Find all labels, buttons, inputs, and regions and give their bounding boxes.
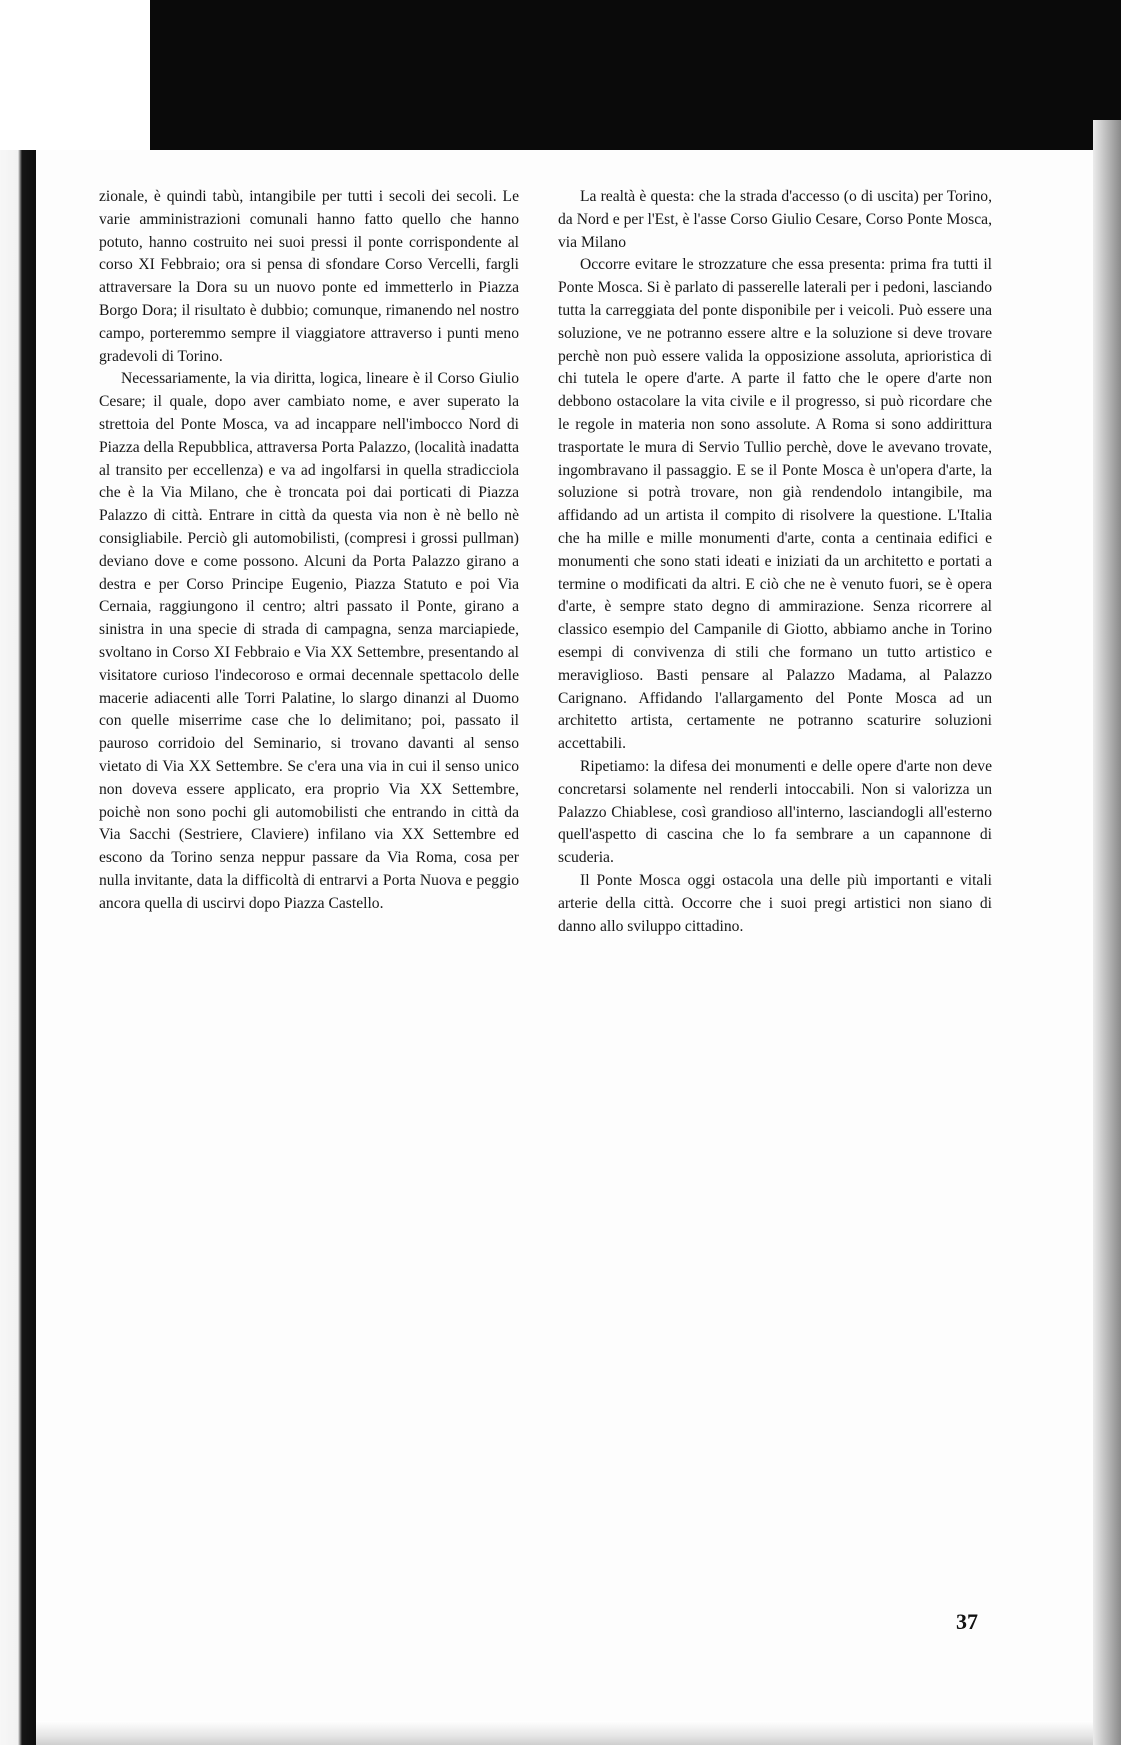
page-number: 37: [956, 1609, 978, 1634]
left-text-column: [99, 186, 519, 916]
paragraph: Occorre evitare le strozzature che essa presenta: prima fra tutti il Ponte Mosca. Si è parlato di passerelle laterali per i pedoni, lasciando tutta la carreggiata del ponte disponibile per i veicoli. Può essere una soluzione, ve ne potranno essere altre e la soluzione si deve trovare perchè non può essere valida la opposizione assoluta, aprioristica di chi tutela le opere d'arte. A parte il fatto che le opere d'arte non debbono ostacolare la vita civile e il progresso, si può ricordare che le regole in materia non sono assolute. A Roma si sono addirittura trasportate le mura di Servio Tullio perchè, dove le avevano trovate, ingombravano il passaggio. E se il Ponte Mosca è un'opera d'arte, la soluzione si potrà trovare, non già rendendolo intangibile, ma affidando ad un artista il compito di risolvere la questione. L'Italia che ha mille e mille monumenti d'arte, conta a centinaia edifici e monumenti che sono stati ideati e iniziati da un architetto e portati a termine o modificati da altri. E ciò che ne è venuto fuori, se è opera d'arte, è sempre stato degno di ammirazione. Senza ricorrere al classico esempio del Campanile di Giotto, abbiamo anche in Torino esempi di convivenza di stili che formano un tutto artistico e meraviglioso. Basti pensare al Palazzo Madama, al Palazzo Carignano. Affidando l'allargamento del Ponte Mosca ad un architetto artista, certamente ne potranno scaturire soluzioni accettabili.: [558, 256, 992, 753]
paragraph: zionale, è quindi tabù, intangibile per tutti i secoli dei secoli. Le varie amministrazioni comunali hanno fatto quello che hanno potuto, hanno costruito nei suoi pressi il ponte corrispondente al corso XI Febbraio; ora si pensa di sfondare Corso Vercelli, fargli attraversare la Dora su un nuovo ponte ed immetterlo in Piazza Borgo Dora; il risultato è dubbio; comunque, rimanendo nel nostro campo, porteremmo sempre il viaggiatore attraverso i punti meno gradevoli di Torino.: [99, 188, 519, 365]
scan-left-edge: [0, 150, 36, 1745]
paragraph: La realtà è questa: che la strada d'accesso (o di uscita) per Torino, da Nord e per l'Est, è l'asse Corso Giulio Cesare, Corso Ponte Mosca, via Milano: [558, 188, 992, 251]
paragraph: Il Ponte Mosca oggi ostacola una delle più importanti e vitali arterie della città. Occorre che i suoi pregi artistici non siano di danno allo sviluppo cittadino.: [558, 871, 992, 935]
book-page: [36, 150, 1093, 1721]
scan-bottom-edge: [36, 1721, 1093, 1745]
right-text-column: [558, 186, 992, 938]
paragraph: Ripetiamo: la difesa dei monumenti e delle opere d'arte non deve concretarsi solamente nel renderli intoccabili. Non si valorizza un Palazzo Chiablese, così grandioso all'interno, lasciandogli all'esterno quell'aspetto di cascina che lo fa sembrare a un capannone di scuderia.: [558, 757, 992, 867]
paragraph: Necessariamente, la via diritta, logica, lineare è il Corso Giulio Cesare; il quale, dopo aver cambiato nome, e aver superato la strettoia del Ponte Mosca, va ad incappare nell'imbocco Nord di Piazza della Repubblica, attraversa Porta Palazzo, (località inadatta al transito per eccellenza) e va ad ingolfarsi in quella stradicciola che è la Via Milano, che è troncata poi dai porticati di Piazza Palazzo di città. Entrare in città da questa via non è nè bello nè consigliabile. Perciò gli automobilisti, (compresi i grossi pullman) deviano dove e come possono. Alcuni da Porta Palazzo girano a destra e per Corso Principe Eugenio, Piazza Statuto e poi Via Cernaia, raggiungono il centro; altri passato il Ponte, girano a sinistra in una specie di strada di campagna, senza marciapiede, svoltano in Corso XI Febbraio e Via XX Settembre, presentando al visitatore curioso l'indecoroso e ormai decennale spettacolo delle macerie adiacenti alle Torri Palatine, lo slargo dinanzi al Duomo con quelle miserrime case che lo delimitano; poi, passato il pauroso corridoio del Seminario, si trovano davanti al senso vietato di Via XX Settembre. Se c'era una via in cui il senso unico non doveva essere applicato, era proprio Via XX Settembre, poichè non sono pochi gli automobilisti che entrando in città da Via Sacchi (Sestriere, Claviere) infilano via XX Settembre ed escono da Torino senza neppur passare da Via Roma, cosa per nulla invitante, data la difficoltà di entrarvi a Porta Nuova e peggio ancora quella di uscirvi dopo Piazza Castello.: [99, 370, 519, 912]
scan-dark-band: [150, 0, 1121, 150]
scan-right-edge: [1093, 120, 1121, 1745]
